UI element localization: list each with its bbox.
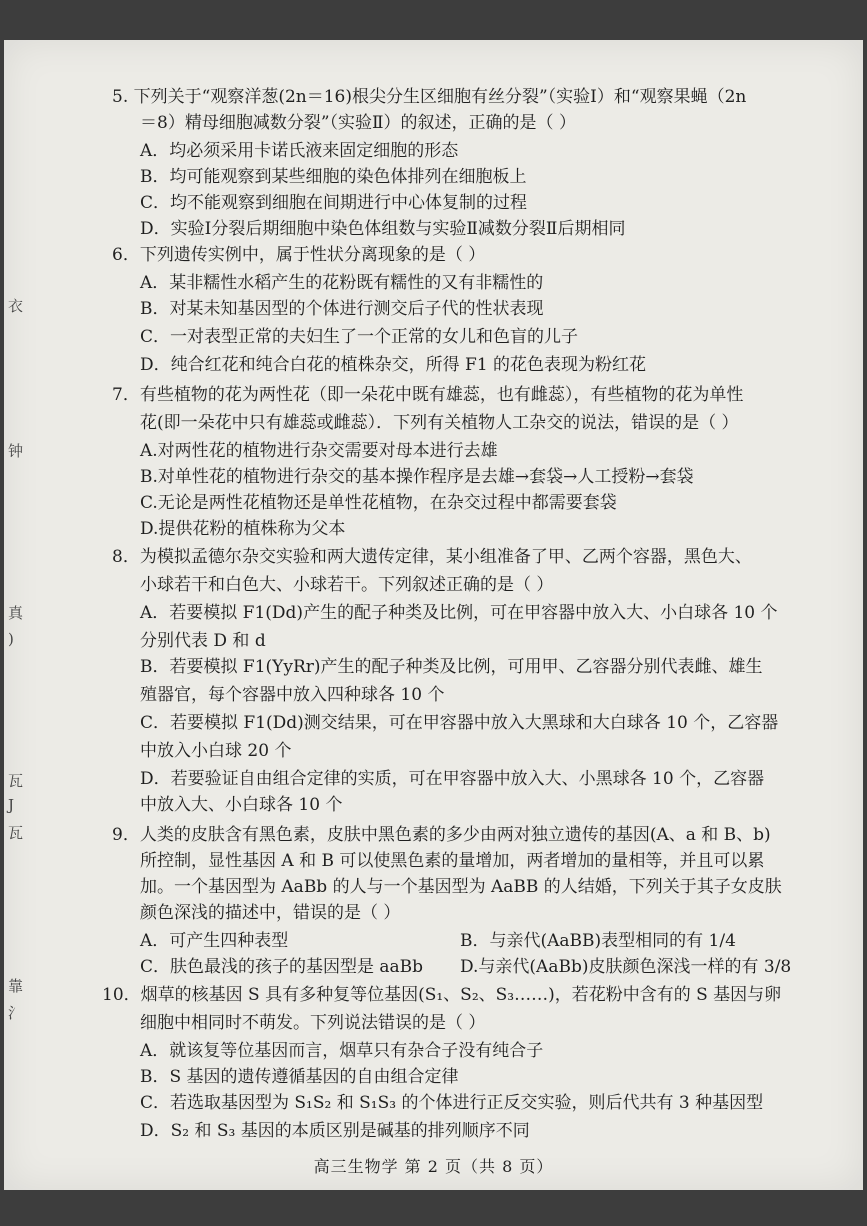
exam-page: [4, 40, 863, 1190]
question-8-line-1: 8．为模拟孟德尔杂交实验和两大遗传定律，某小组准备了甲、乙两个容器，黑色大、: [112, 547, 752, 567]
question-9-line-4: 颜色深浅的描述中，错误的是（ ）: [140, 903, 401, 923]
question-8-line-2: 小球若干和白色大、小球若干。下列叙述正确的是（ ）: [140, 575, 554, 595]
margin-fragment: 衣: [8, 297, 24, 315]
margin-fragment: J: [8, 796, 15, 814]
question-5-option-a: A．均必须采用卡诺氏液来固定细胞的形态: [140, 141, 459, 161]
question-6-line-1: 6．下列遗传实例中，属于性状分离现象的是（ ）: [112, 245, 486, 265]
margin-fragment: 瓦: [8, 772, 24, 790]
question-8-option-d-cont: 中放入大、小白球各 10 个: [140, 795, 343, 815]
margin-fragment: 钟: [8, 442, 24, 460]
question-5-option-b: B．均可能观察到某些细胞的染色体排列在细胞板上: [140, 167, 527, 187]
question-10-option-d: D．S₂ 和 S₃ 基因的本质区别是碱基的排列顺序不同: [140, 1121, 530, 1141]
question-8-option-b: B．若要模拟 F1(YyRr)产生的配子种类及比例，可用甲、乙容器分别代表雌、雄生: [140, 657, 763, 677]
question-9-option-b: B．与亲代(AaBB)表型相同的有 1/4: [460, 931, 736, 951]
question-6-option-a: A．某非糯性水稻产生的花粉既有糯性的又有非糯性的: [140, 273, 544, 293]
question-8-option-c: C．若要模拟 F1(Dd)测交结果，可在甲容器中放入大黑球和大白球各 10 个，乙容器: [140, 713, 779, 733]
margin-fragment: 靠: [8, 977, 24, 995]
question-10-option-c: C．若选取基因型为 S₁S₂ 和 S₁S₃ 的个体进行正反交实验，则后代共有 3 种基因型: [140, 1093, 764, 1113]
question-6-option-d: D．纯合红花和纯合白花的植株杂交，所得 F1 的花色表现为粉红花: [140, 355, 647, 375]
question-9-option-c: C．肤色最浅的孩子的基因型是 aaBb: [140, 957, 424, 977]
question-9-line-3: 加。一个基因型为 AaBb 的人与一个基因型为 AaBB 的人结婚，下列关于其子女皮肤: [140, 877, 782, 897]
question-9-option-a: A．可产生四种表型: [140, 931, 289, 951]
question-7-line-1: 7．有些植物的花为两性花（即一朵花中既有雄蕊，也有雌蕊），有些植物的花为单性: [112, 385, 744, 405]
question-10-line-1: 10．烟草的核基因 S 具有多种复等位基因(S₁、S₂、S₃……)，若花粉中含有的 S 基因与卵: [102, 985, 782, 1005]
margin-fragment: 瓦: [8, 824, 24, 842]
question-content: [4, 40, 863, 1190]
question-9-line-2: 所控制，显性基因 A 和 B 可以使黑色素的量增加，两者增加的量相等，并且可以累: [140, 851, 765, 871]
question-5-line-2: ＝8）精母细胞减数分裂”（实验Ⅱ）的叙述，正确的是（ ）: [140, 113, 576, 133]
question-7-option-b: B.对单性花的植物进行杂交的基本操作程序是去雄→套袋→人工授粉→套袋: [140, 467, 694, 487]
question-6-option-c: C．一对表型正常的夫妇生了一个正常的女儿和色盲的儿子: [140, 327, 579, 347]
question-5-option-d: D．实验Ⅰ分裂后期细胞中染色体组数与实验Ⅱ减数分裂Ⅱ后期相同: [140, 219, 626, 239]
question-8-option-a: A．若要模拟 F1(Dd)产生的配子种类及比例，可在甲容器中放入大、小白球各 10 个: [140, 603, 778, 623]
question-10-line-2: 细胞中相同时不萌发。下列说法错误的是（ ）: [140, 1013, 486, 1033]
question-7-option-c: C.无论是两性花植物还是单性花植物，在杂交过程中都需要套袋: [140, 493, 617, 513]
question-10-option-a: A．就该复等位基因而言，烟草只有杂合子没有纯合子: [140, 1041, 544, 1061]
question-8-option-c-cont: 中放入小白球 20 个: [140, 741, 292, 761]
question-7-line-2: 花(即一朵花中只有雄蕊或雌蕊）．下列有关植物人工杂交的说法，错误的是（ ）: [140, 413, 739, 433]
question-8-option-d: D．若要验证自由组合定律的实质，可在甲容器中放入大、小黑球各 10 个，乙容器: [140, 769, 765, 789]
margin-fragment: 真: [8, 604, 24, 622]
question-7-option-a: A.对两性花的植物进行杂交需要对母本进行去雄: [140, 441, 498, 461]
question-8-option-a-cont: 分别代表 D 和 d: [140, 631, 266, 651]
question-5-option-c: C．均不能观察到细胞在间期进行中心体复制的过程: [140, 193, 528, 213]
question-6-option-b: B．对某未知基因型的个体进行测交后子代的性状表现: [140, 299, 544, 319]
page-footer: 高三生物学 第 2 页（共 8 页）: [313, 1157, 554, 1176]
question-9-line-1: 9．人类的皮肤含有黑色素，皮肤中黑色素的多少由两对独立遗传的基因(A、a 和 B、b): [112, 825, 771, 845]
margin-fragment: ): [8, 630, 14, 648]
question-8-option-b-cont: 殖器官，每个容器中放入四种球各 10 个: [140, 685, 445, 705]
question-5-line-1: 5. 下列关于“观察洋葱(2n＝16)根尖分生区细胞有丝分裂”（实验Ⅰ）和“观察果蝇（2n: [112, 87, 747, 107]
question-7-option-d: D.提供花粉的植株称为父本: [140, 519, 346, 539]
margin-fragment: 氵: [8, 1004, 24, 1022]
question-10-option-b: B．S 基因的遗传遵循基因的自由组合定律: [140, 1067, 459, 1087]
question-9-option-d: D.与亲代(AaBb)皮肤颜色深浅一样的有 3/8: [460, 957, 792, 977]
